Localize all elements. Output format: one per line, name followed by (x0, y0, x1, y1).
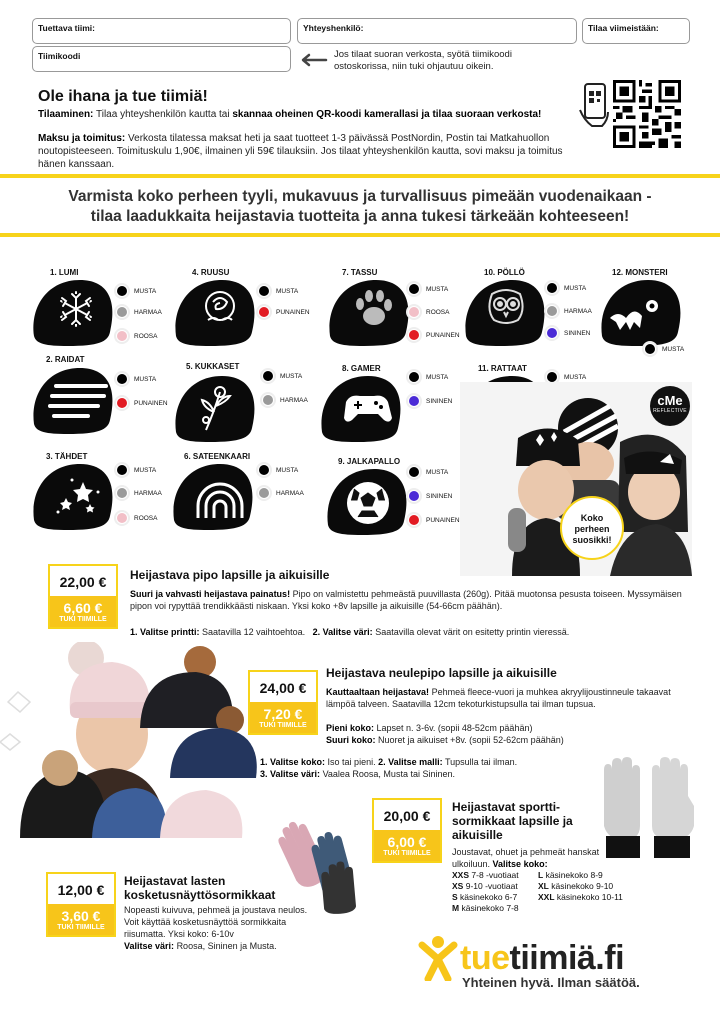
color-lumi-0[interactable]: MUSTA (116, 285, 156, 297)
headline (20, 187, 700, 227)
color-swatch (546, 305, 558, 317)
color-swatch (408, 466, 420, 478)
body-sormikkaat: Joustavat, ohuet ja pehmeät hanskat ulkoiluun. Valitse koko: (452, 847, 600, 869)
ordering-bold: skannaa oheinen QR-koodi kamerallasi ja tilaa suoraan verkosta! (232, 109, 542, 120)
print-label-lumi: 1. LUMI (50, 268, 79, 277)
body-pipo-text: Pipo on valmistettu pehmeästä puuvillasta (260g). Pitää muotonsa pesusta toiseen. Myssymäisen pipon voi rypyttää trendikkäästi niskaan. Yksi koko +8v lapsille ja aikuisille (54-66cm päähän). (130, 589, 682, 611)
color-swatch (116, 285, 128, 297)
color-swatch (116, 397, 128, 409)
price-box-lasten (46, 872, 116, 937)
title-pipo: Heijastava pipo lapsille ja aikuisille (130, 568, 330, 582)
color-pollo-0[interactable]: MUSTA (546, 282, 586, 294)
color-swatch (408, 306, 420, 318)
headline-line-1: Varmista koko perheen tyyli, mukavuus ja turvallisuus pimeään vuodenaikaan - (68, 188, 652, 205)
beanie-tassu[interactable] (324, 276, 414, 353)
color-tassu-1[interactable]: ROOSA (408, 306, 449, 318)
color-swatch (408, 371, 420, 383)
title-lasten: Heijastavat lasten kosketusnäyttösormikkaat (124, 874, 276, 902)
beanie-pollo[interactable] (460, 276, 550, 353)
color-swatch (408, 395, 420, 407)
order-by-field[interactable] (582, 18, 690, 44)
knit-beanie-photo (0, 642, 262, 838)
color-swatch (262, 370, 274, 382)
color-tassu-2[interactable]: PUNAINEN (408, 329, 460, 341)
color-tahdet-2[interactable]: ROOSA (116, 512, 157, 524)
qr-code[interactable] (613, 80, 681, 148)
price-box-neulepipo (248, 670, 318, 735)
color-swatch (644, 343, 656, 355)
print-label-tahdet: 3. TÄHDET (46, 452, 88, 461)
family-badge (560, 496, 624, 560)
intro-title: Ole ihana ja tue tiimiä! (38, 88, 208, 105)
arrow-left-icon (298, 52, 328, 73)
steps-pipo: 1. Valitse printti: Saatavilla 12 vaihtoehtoa. 2. Valitse väri: Saatavilla olevat värit on esitetty printin vieressä. (130, 627, 570, 637)
color-sateenkaari-0[interactable]: MUSTA (258, 464, 298, 476)
color-jalkapallo-0[interactable]: MUSTA (408, 466, 448, 478)
brand-tagline: Yhteinen hyvä. Ilman säätöä. (462, 975, 640, 990)
color-swatch (116, 464, 128, 476)
color-pollo-1[interactable]: HARMAA (546, 305, 592, 317)
color-swatch (262, 394, 274, 406)
support-label-pipo: TUKI TIIMILLE (59, 616, 107, 623)
price-lasten: 12,00 € (57, 882, 105, 898)
football-icon (347, 482, 389, 524)
badge-line-1: Koko (580, 513, 604, 523)
cme-logo (650, 386, 690, 426)
title-neulepipo: Heijastava neulepipo lapsille ja aikuisille (326, 666, 557, 680)
support-sormikkaat: 6,00 € (387, 834, 427, 850)
color-swatch (408, 514, 420, 526)
color-kukkaset-0[interactable]: MUSTA (262, 370, 302, 382)
beanie-ruusu[interactable] (170, 276, 260, 353)
color-ruusu-0[interactable]: MUSTA (258, 285, 298, 297)
color-swatch (546, 282, 558, 294)
price-pipo: 22,00 € (59, 574, 107, 590)
payment-text (38, 132, 593, 171)
order-by-label: Tilaa viimeistään: (588, 23, 659, 33)
team-code-label: Tiimikoodi (38, 51, 81, 61)
color-swatch (258, 464, 270, 476)
color-raidat-1[interactable]: PUNAINEN (116, 397, 168, 409)
headline-line-2: tilaa laadukkaita heijastavia tuotteita ja anna tukesi tärkeään kohteeseen! (90, 208, 630, 225)
body-pipo-bold: Suuri ja vahvasti heijastava painatus! (130, 589, 291, 599)
print-label-jalkapallo: 9. JALKAPALLO (338, 457, 401, 466)
beanie-kukkaset[interactable] (170, 372, 260, 449)
phone-scan-icon (578, 80, 612, 135)
payment-label: Maksu ja toimitus: (38, 133, 126, 144)
beanie-gamer[interactable] (316, 372, 406, 449)
print-label-sateenkaari: 6. SATEENKAARI (184, 452, 251, 461)
title-sormikkaat: Heijastavat sportti-sormikkaat lapsille ja aikuisille (452, 800, 573, 842)
sizes-left: XXS 7-8 -vuotiaat XS 9-10 -vuotiaat S käsinekoko 6-7 M käsinekoko 7-8 (452, 870, 519, 913)
color-swatch (116, 373, 128, 385)
body-lasten: Nopeasti kuivuva, pehmeä ja joustava neulos. Voit käyttää kosketusnäyttöä sormikkaita riisumatta. Yksi koko: 6-10v (124, 905, 308, 939)
badge-line-2: perheen (574, 524, 610, 534)
payment-body: Verkosta tilatessa maksat heti ja saat tuotteet 1-3 päivässä PostNordin, Postin tai Matkahuollon noutopisteeseen. Toimituskulu 1,90€, ilmainen yli 59€ tilauksiin. Jos tilaat yhteyshenkilön kautta, sovi maksu ja toimitus hänen kanssaan. (38, 133, 563, 170)
contact-field[interactable] (297, 18, 577, 44)
color-rattaat-0[interactable]: MUSTA (546, 371, 586, 383)
color-tassu-0[interactable]: MUSTA (408, 283, 448, 295)
kids-gloves-photo (266, 814, 368, 914)
print-label-pollo: 10. PÖLLÖ (484, 268, 525, 277)
price-sormikkaat: 20,00 € (383, 808, 431, 824)
ordering-text-1: Tilaa yhteyshenkilön kautta tai (96, 109, 230, 120)
brand-name: tuetiimiä.fi (460, 938, 625, 977)
color-swatch (116, 330, 128, 342)
beanie-sateenkaari[interactable] (168, 460, 258, 537)
color-swatch (258, 487, 270, 499)
sport-gloves-photo (596, 756, 700, 864)
color-gamer-1[interactable]: SININEN (408, 395, 452, 407)
beanie-raidat[interactable] (28, 364, 118, 441)
divider-bottom (0, 233, 720, 237)
color-swatch (408, 329, 420, 341)
print-label-rattaat: 11. RATTAAT (478, 364, 527, 373)
print-label-gamer: 8. GAMER (342, 364, 381, 373)
beanie-lumi[interactable] (28, 276, 118, 353)
color-ruusu-1[interactable]: PUNAINEN (258, 306, 310, 318)
glove-right (652, 757, 694, 858)
support-pipo: 6,60 € (63, 600, 103, 616)
color-lasten: Valitse väri: Roosa, Sininen ja Musta. (124, 941, 277, 951)
cme-logo-top: cMe (657, 393, 683, 408)
team-code-field[interactable] (32, 46, 291, 72)
ordering-label: Tilaaminen: (38, 109, 94, 120)
color-lumi-1[interactable]: HARMAA (116, 306, 162, 318)
divider-top (0, 174, 720, 178)
print-label-kukkaset: 5. KUKKASET (186, 362, 240, 371)
person-cheer-icon (418, 935, 458, 981)
color-swatch (258, 285, 270, 297)
beanie-monsteri[interactable] (596, 276, 686, 353)
support-lasten: 3,60 € (61, 908, 101, 924)
sizes-right: L käsinekoko 8-9 XL käsinekoko 9-10 XXL käsinekoko 10-11 (538, 870, 623, 902)
color-swatch (116, 512, 128, 524)
beanie-tahdet[interactable] (28, 460, 118, 537)
color-gamer-0[interactable]: MUSTA (408, 371, 448, 383)
team-label: Tuettava tiimi: (38, 23, 95, 33)
color-tahdet-0[interactable]: MUSTA (116, 464, 156, 476)
team-code-note: Jos tilaat suoran verkosta, syötä tiimikoodi ostoskorissa, niin tuki ohjautuu oikein. (334, 49, 512, 72)
color-jalkapallo-2[interactable]: PUNAINEN (408, 514, 460, 526)
color-swatch (116, 306, 128, 318)
color-pollo-2[interactable]: SININEN (546, 327, 590, 339)
color-jalkapallo-1[interactable]: SININEN (408, 490, 452, 502)
support-neulepipo: 7,20 € (263, 706, 303, 722)
support-label-sormikkaat: TUKI TIIMILLE (383, 850, 431, 857)
color-swatch (258, 306, 270, 318)
price-neulepipo: 24,00 € (259, 680, 307, 696)
print-label-raidat: 2. RAIDAT (46, 355, 85, 364)
body-pipo (130, 588, 700, 612)
color-monsteri-0[interactable]: MUSTA (644, 343, 684, 355)
sizes-neulepipo: Pieni koko: Lapset n. 3-6v. (sopii 48-52cm päähän) Suuri koko: Nuoret ja aikuiset +8v. (sopii 52-62cm päähän) (326, 723, 564, 745)
team-field[interactable] (32, 18, 291, 44)
color-swatch (116, 487, 128, 499)
badge-line-3: suosikki! (572, 535, 612, 545)
beanie-jalkapallo[interactable] (322, 465, 412, 542)
print-label-tassu: 7. TASSU (342, 268, 378, 277)
ordering-text (38, 108, 583, 121)
support-label-lasten: TUKI TIIMILLE (57, 924, 105, 931)
price-box-sormikkaat (372, 798, 442, 863)
cme-logo-bottom: REFLECTIVE (653, 408, 687, 414)
body-neulepipo: Kauttaaltaan heijastava! Pehmeä fleece-vuori ja muhkea akryylijoustinneule takaavat lämpöä talveen. Saatavilla 12cm tekoturkistupsulla tai ilman tupsua. (326, 687, 671, 709)
print-label-monsteri: 12. MONSTERI (612, 268, 668, 277)
color-sateenkaari-1[interactable]: HARMAA (258, 487, 304, 499)
color-swatch (546, 327, 558, 339)
price-box-pipo (48, 564, 118, 629)
color-swatch (408, 283, 420, 295)
support-label-neulepipo: TUKI TIIMILLE (259, 722, 307, 729)
contact-label: Yhteyshenkilö: (303, 23, 364, 33)
print-label-ruusu: 4. RUUSU (192, 268, 230, 277)
steps-neulepipo: 1. Valitse koko: Iso tai pieni. 2. Valitse malli: Tupsulla tai ilman. 3. Valitse väri: Vaalea Roosa, Musta tai Sininen. (260, 757, 518, 779)
color-tahdet-1[interactable]: HARMAA (116, 487, 162, 499)
color-raidat-0[interactable]: MUSTA (116, 373, 156, 385)
color-lumi-2[interactable]: ROOSA (116, 330, 157, 342)
color-kukkaset-1[interactable]: HARMAA (262, 394, 308, 406)
color-swatch (408, 490, 420, 502)
glove-left (604, 757, 640, 858)
